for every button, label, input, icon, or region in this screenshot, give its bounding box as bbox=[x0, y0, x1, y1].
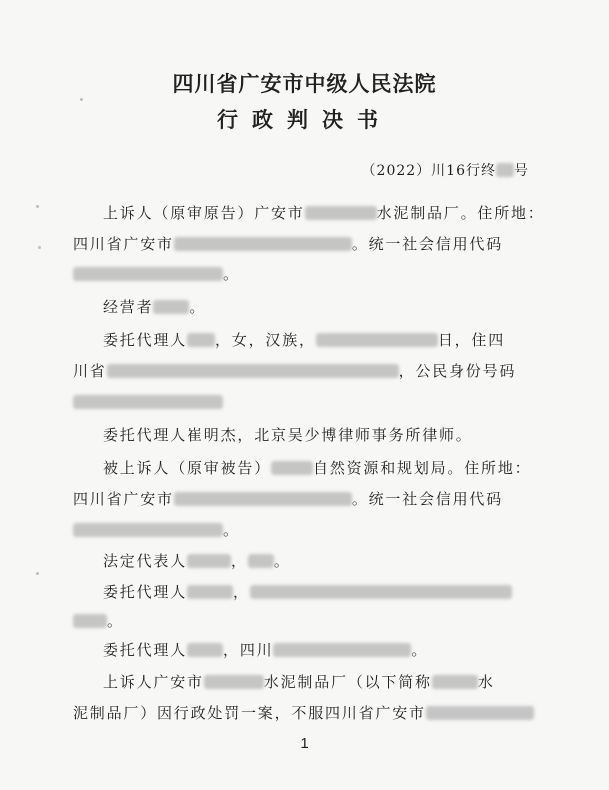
page-number: 1 bbox=[300, 735, 309, 752]
redaction bbox=[73, 523, 223, 537]
appellee-credit-code-line bbox=[73, 520, 543, 540]
text: ，女，汉族， bbox=[215, 331, 316, 349]
redaction bbox=[187, 554, 231, 568]
redaction bbox=[187, 643, 223, 657]
redaction bbox=[496, 163, 514, 177]
redaction bbox=[73, 395, 223, 409]
scan-speck bbox=[36, 205, 39, 208]
legal-representative-line bbox=[103, 551, 573, 571]
text: 委托代理人 bbox=[103, 331, 188, 349]
agent-2-line: 委托代理人崔明杰，北京吴少博律师事务所律师。 bbox=[103, 426, 473, 444]
document-type: 行政判决书 bbox=[217, 108, 392, 132]
text: 法定代表人 bbox=[103, 552, 188, 570]
redaction bbox=[305, 206, 377, 220]
text: 。统一社会信用代码 bbox=[351, 490, 504, 508]
appellee-line bbox=[103, 458, 573, 478]
redaction bbox=[73, 614, 107, 628]
appellee-agent-2-line bbox=[103, 640, 573, 660]
text: ， bbox=[233, 583, 250, 601]
redaction bbox=[273, 643, 411, 657]
text: 水 bbox=[477, 673, 495, 691]
text: 。统一社会信用代码 bbox=[351, 235, 504, 253]
appellant-credit-code-line bbox=[73, 264, 543, 284]
text: 泥制品厂）因行政处罚一案，不服四川省广安市 bbox=[73, 704, 426, 722]
redaction bbox=[426, 706, 534, 720]
text: 被上诉人（原审被告） bbox=[103, 459, 272, 477]
redaction bbox=[187, 333, 215, 347]
redaction bbox=[316, 333, 438, 347]
text: 水泥制品厂（以下简称 bbox=[263, 673, 432, 691]
text: 经营者 bbox=[103, 298, 154, 316]
redaction bbox=[250, 585, 512, 599]
appellee-agent-1-line bbox=[103, 582, 573, 602]
text: 委托代理人 bbox=[103, 583, 188, 601]
appellee-address-line bbox=[73, 489, 543, 509]
text: 四川省广安市 bbox=[73, 490, 174, 508]
case-number bbox=[362, 160, 529, 180]
scan-speck bbox=[36, 572, 39, 575]
redaction bbox=[271, 461, 313, 475]
text: 水泥制品厂。住所地： bbox=[376, 204, 545, 222]
text: ，四川 bbox=[223, 641, 274, 659]
appellant-line bbox=[103, 203, 573, 223]
redaction bbox=[107, 364, 399, 378]
text: 四川省广安市 bbox=[73, 235, 174, 253]
court-name: 四川省广安市中级人民法院 bbox=[172, 72, 437, 96]
redaction bbox=[174, 492, 352, 506]
redaction bbox=[187, 585, 233, 599]
appellant-address-line bbox=[73, 234, 543, 254]
text: 。 bbox=[189, 298, 207, 316]
agent-1-id-line bbox=[73, 392, 543, 412]
text: 川省 bbox=[73, 362, 107, 380]
scan-speck bbox=[38, 246, 41, 249]
redaction bbox=[174, 237, 352, 251]
text: 。 bbox=[223, 265, 240, 283]
redaction bbox=[204, 675, 264, 689]
text: ，公民身份号码 bbox=[398, 362, 517, 380]
text: 上诉人广安市 bbox=[103, 673, 204, 691]
text: 。 bbox=[273, 552, 291, 570]
text: 。 bbox=[223, 521, 240, 539]
text: 。 bbox=[107, 612, 124, 630]
operator-line bbox=[103, 297, 573, 317]
text: 委托代理人 bbox=[103, 641, 188, 659]
agent-1-line bbox=[103, 330, 573, 350]
redaction bbox=[432, 675, 478, 689]
case-number-suffix: 号 bbox=[514, 163, 529, 179]
case-summary-continued bbox=[73, 703, 543, 723]
case-number-prefix: （2022）川16行终 bbox=[361, 163, 496, 179]
text: ， bbox=[231, 552, 248, 570]
text: 自然资源和规划局。住所地： bbox=[313, 459, 532, 477]
text: 。 bbox=[411, 641, 429, 659]
redaction bbox=[73, 267, 223, 281]
redaction bbox=[248, 554, 274, 568]
text: 上诉人（原审原告）广安市 bbox=[103, 204, 305, 222]
case-summary-line bbox=[103, 672, 573, 692]
redaction bbox=[153, 300, 189, 314]
appellee-agent-1-continued bbox=[73, 611, 543, 631]
agent-1-address-line bbox=[73, 361, 543, 381]
text: 日，住四 bbox=[437, 331, 506, 349]
scan-speck bbox=[80, 98, 83, 101]
